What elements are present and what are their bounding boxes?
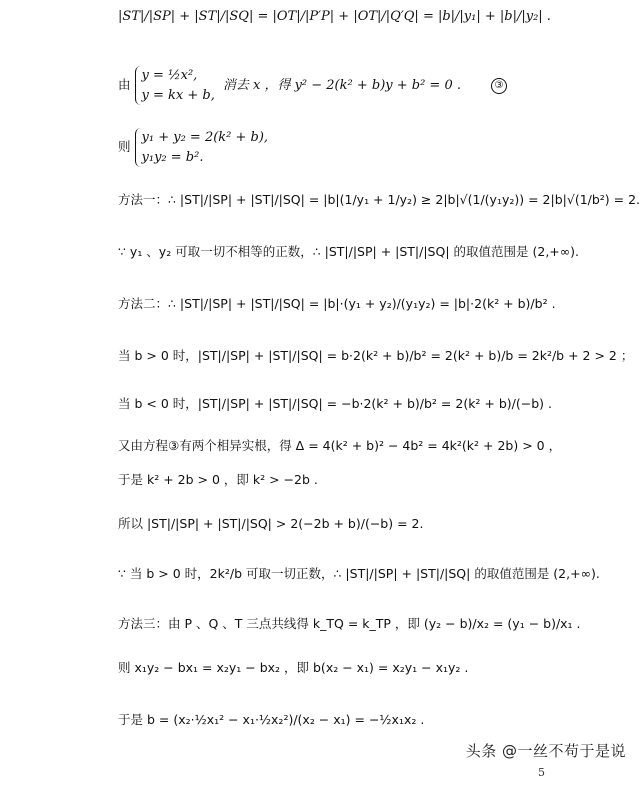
system-brace: [135, 128, 269, 167]
discriminant-line: [118, 438, 620, 455]
equation-text: ∵ 当 b > 0 时，2k²/b 可取一切正数，∴ |ST|/|SP| + |ST|/|SQ| 的取值范围是 (2,+∞).: [118, 566, 600, 581]
equation-text: 则 x₁y₂ − bx₁ = x₂y₁ − bx₂ ，即 b(x₂ − x₁) = x₂y₁ − x₁y₂ .: [118, 660, 469, 675]
equation-tag: ③: [491, 78, 507, 94]
system-eq-1: y = ½x²,: [141, 68, 198, 83]
equation-text: 当 b < 0 时，|ST|/|SP| + |ST|/|SQ| = −b·2(k² + b)/b² = 2(k² + b)/(−b) .: [118, 396, 552, 411]
equation-text: 于是 b = (x₂·½x₁² − x₁·½x₂²)/(x₂ − x₁) = −½x₁x₂ .: [118, 712, 425, 727]
system-eq-2: y = kx + b,: [141, 87, 215, 103]
result-line: [118, 712, 620, 729]
equation-text: 方法三：由 P 、Q 、T 三点共线得 k_TQ = k_TP ，即 (y₂ − b)/x₂ = (y₁ − b)/x₁ .: [118, 616, 581, 631]
equation-line-1: [118, 8, 620, 26]
method-one-line: [118, 192, 640, 209]
collinear-line: [118, 660, 620, 677]
equation-text: 于是 k² + 2b > 0 ，即 k² > −2b .: [118, 472, 318, 487]
method-three-line: [118, 616, 620, 633]
equation-text: ∵ y₁ 、y₂ 可取一切不相等的正数，∴ |ST|/|SP| + |ST|/|SQ| 的取值范围是 (2,+∞).: [118, 244, 580, 259]
equation-text: 所以 |ST|/|SP| + |ST|/|SQ| > 2(−2b + b)/(−b) = 2.: [118, 516, 424, 531]
system-eq-2: y₁y₂ = b².: [141, 149, 204, 165]
system-eq-1: y₁ + y₂ = 2(k² + b),: [141, 130, 269, 145]
case-positive-line: [118, 348, 634, 365]
range-line-1: [118, 244, 620, 261]
case-negative-line: [118, 396, 620, 413]
watermark: 头条 @一丝不苟于是说: [465, 742, 626, 760]
prefix-text: 则: [118, 139, 131, 155]
system-brace: [135, 66, 215, 105]
equation-text: 又由方程③有两个相异实根，得 Δ = 4(k² + b)² − 4b² = 4k²(k² + 2b) > 0 ，: [118, 438, 562, 453]
range-line-2: [118, 566, 620, 583]
equation-text: 方法一：∴ |ST|/|SP| + |ST|/|SQ| = |b|(1/y₁ + 1/y₂) ≥ 2|b|√(1/(y₁y₂)) = 2|b|√(1/b²) = 2.: [118, 192, 640, 207]
method-two-line: [118, 296, 620, 313]
equation-text: |ST|/|SP| + |ST|/|SQ| = |OT|/|P′P| + |OT|/|Q′Q| = |b|/|y₁| + |b|/|y₂| .: [118, 9, 551, 24]
equation-text: 当 b > 0 时，|ST|/|SP| + |ST|/|SQ| = b·2(k² + b)/b² = 2(k² + b)/b = 2k²/b + 2 > 2 ；: [118, 348, 634, 363]
prefix-text: 由: [118, 77, 131, 93]
inequality-line: [118, 472, 620, 489]
equation-text: 方法二：∴ |ST|/|SP| + |ST|/|SQ| = |b|·(y₁ + y₂)/(y₁y₂) = |b|·2(k² + b)/b² .: [118, 296, 556, 311]
elimination-text: 消去 x ，得 y² − 2(k² + b)y + b² = 0 .: [222, 77, 461, 93]
equation-line-3: [118, 128, 620, 167]
equation-line-2: [118, 66, 620, 105]
page-number: 5: [538, 766, 545, 779]
conclusion-line: [118, 516, 620, 533]
